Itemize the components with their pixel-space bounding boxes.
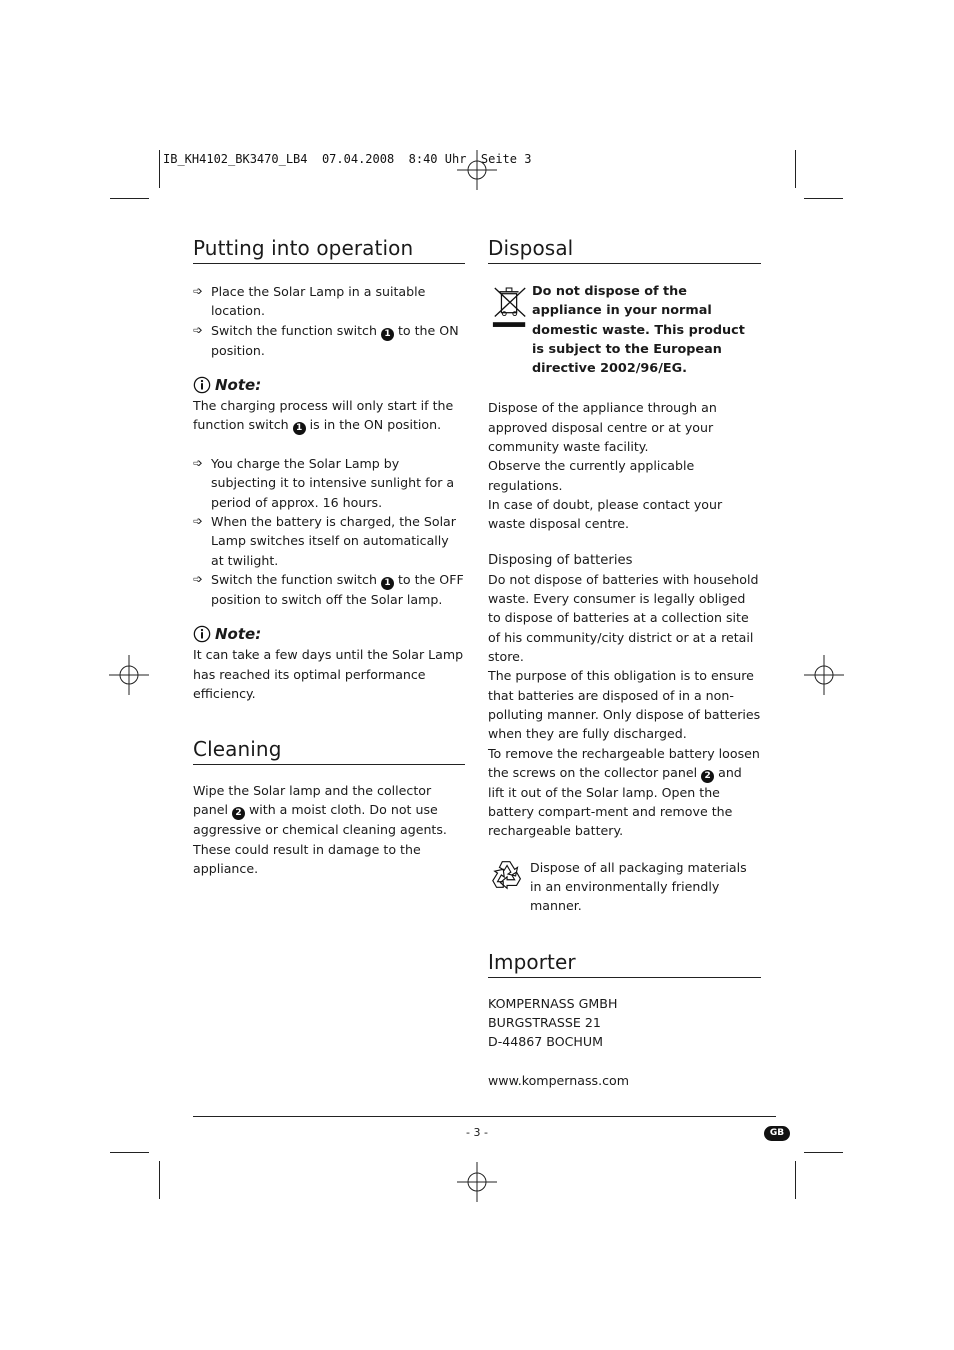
crop-mark	[159, 150, 160, 188]
arrow-icon: ➩	[193, 284, 204, 298]
page-number: - 3 -	[466, 1126, 488, 1139]
disposal-text: In case of doubt, please contact your waste disposal centre.	[488, 496, 723, 532]
callout-number: 2	[232, 807, 245, 820]
crop-mark	[795, 150, 796, 188]
callout-number: 1	[381, 328, 394, 341]
list-item: ➩ You charge the Solar Lamp by subjecting it to intensive sunlight for a period of approx. 16 hours.	[193, 456, 455, 510]
arrow-icon: ➩	[193, 571, 204, 586]
crop-mark	[804, 1152, 843, 1153]
arrow-icon: ➩	[193, 322, 204, 337]
arrow-icon: ➩	[193, 514, 204, 529]
disposal-text: Dispose of the appliance through an approved disposal centre or at your community waste facility.	[488, 400, 717, 455]
registration-mark-icon	[457, 150, 497, 190]
callout-number: 1	[293, 422, 306, 435]
batteries-text: To remove the rechargeable battery loosen the screws on the collector panel 2 and lift it out of the Solar lamp. Open the battery compart-ment and remove the rechargeable battery.	[488, 745, 760, 839]
recycle-text: Dispose of all packaging materials in an environmentally friendly manner.	[530, 859, 747, 914]
arrow-icon: ➩	[193, 456, 204, 471]
info-icon	[193, 625, 211, 643]
left-column	[193, 236, 465, 878]
list-item: ➩ Switch the function switch 1 to the OFF position to switch off the Solar lamp.	[193, 571, 464, 607]
language-badge: GB	[764, 1126, 790, 1141]
crop-mark	[110, 1152, 149, 1153]
note-heading: Note:	[193, 376, 465, 394]
callout-number: 2	[701, 770, 714, 783]
note-heading: Note:	[193, 625, 465, 643]
footer-rule	[193, 1116, 776, 1117]
list-item: ➩ When the battery is charged, the Solar Lamp switches itself on automatically at twilight.	[193, 514, 456, 568]
cleaning-text: Wipe the Solar lamp and the collector panel 2 with a moist cloth. Do not use aggressive or chemical cleaning agents. These could result in damage to the appliance.	[193, 783, 447, 877]
importer-line: KOMPERNASS GMBH	[488, 995, 618, 1011]
section-title-importer: Importer	[488, 950, 761, 978]
disposal-text: Observe the currently applicable regulations.	[488, 458, 695, 493]
batteries-text: Do not dispose of batteries with household waste. Every consumer is legally obliged to dispose of batteries at a collection site of his community/city district or at a retail store.	[488, 571, 759, 665]
importer-line: D-44867 BOCHUM	[488, 1034, 603, 1050]
registration-mark-icon	[457, 1162, 497, 1202]
subsection-title-batteries: Disposing of batteries	[488, 552, 633, 568]
print-slug: IB_KH4102_BK3470_LB4 07.04.2008 8:40 Uhr Seite 3	[163, 152, 532, 166]
crossed-bin-icon	[491, 284, 529, 330]
list-item: ➩ Place the Solar Lamp in a suitable location.	[193, 284, 426, 319]
recycle-icon	[489, 856, 527, 894]
weee-warning-text: Do not dispose of the appliance in your normal domestic waste. This product is subject to the European directive 2002/96/EG.	[532, 284, 745, 377]
registration-mark-icon	[109, 655, 149, 695]
crop-mark	[159, 1161, 160, 1199]
batteries-text: The purpose of this obligation is to ensure that batteries are disposed of in a non-polluting manner. Only dispose of batteries when they are fully discharged.	[488, 668, 761, 742]
section-title-disposal: Disposal	[488, 236, 761, 264]
section-title-operation: Putting into operation	[193, 236, 465, 264]
callout-number: 1	[381, 577, 394, 590]
list-item: ➩ Switch the function switch 1 to the ON position.	[193, 322, 459, 358]
info-icon	[193, 376, 211, 394]
website-link[interactable]: www.kompernass.com	[488, 1072, 629, 1088]
crop-mark	[804, 198, 843, 199]
crop-mark	[110, 198, 149, 199]
weee-warning	[488, 282, 761, 378]
note-text: It can take a few days until the Solar Lamp has reached its optimal performance efficiency.	[193, 647, 464, 701]
importer-line: BURGSTRASSE 21	[488, 1014, 601, 1030]
recycle-note	[488, 858, 761, 916]
note-text: The charging process will only start if the function switch 1 is in the ON position.	[193, 397, 454, 434]
crop-mark	[795, 1161, 796, 1199]
right-column	[488, 236, 761, 1090]
registration-mark-icon	[804, 655, 844, 695]
section-title-cleaning: Cleaning	[193, 737, 465, 765]
